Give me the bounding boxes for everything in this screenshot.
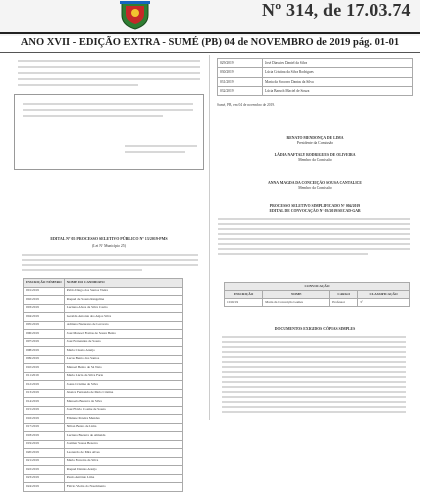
left-edital-heading: EDITAL Nº 05 PROCESSO SELETIVO PÚBLICO Nº 13/2019-PMS (50, 236, 168, 241)
row-number: 010/2019 (24, 364, 65, 373)
column-divider (209, 55, 210, 420)
row-name: Leonardo de Mira Alves (64, 449, 182, 458)
row-name: Maria Lúcia da Silva Faria (64, 372, 182, 381)
row-name: Flávio Vieira do Nascimento (64, 483, 182, 492)
edition-rule (0, 52, 420, 53)
table-row (24, 338, 183, 347)
conv-col-nome: NOME (263, 291, 330, 299)
table-row (24, 449, 183, 458)
left-notice-box (14, 94, 204, 170)
table-row (24, 364, 183, 373)
table-row (24, 423, 183, 432)
row-number: 023/2019 (24, 474, 65, 483)
row-number: 002/2019 (24, 296, 65, 305)
row-number: 007/2019 (24, 338, 65, 347)
signature-name-1: RENATO MENDONÇA DE LIMA (286, 136, 344, 140)
table-row (24, 415, 183, 424)
row-name: Josimar Sousa Bezerra (64, 440, 182, 449)
row-name: Joana Cristina da Silva (64, 381, 182, 390)
row-name: Lúcia Baruch Maciel de Souza (263, 86, 413, 95)
table-row (24, 406, 183, 415)
candidates-table (23, 278, 183, 492)
row-number: 030/2019 (218, 68, 263, 77)
row-name: Maria da Socorro Dantas da Silva (263, 77, 413, 86)
row-number: 008/2019 (24, 347, 65, 356)
convocation-table (224, 282, 410, 307)
table-row (24, 432, 183, 441)
row-number: 016/2019 (24, 415, 65, 424)
col-header-inscricao: INSCRIÇÃO NÚMERO (24, 279, 65, 288)
table-row (218, 86, 413, 95)
table-row (24, 474, 183, 483)
conv-cell-classificacao: 3º (358, 299, 410, 307)
row-name: José Manoel Freitas de Souza Bento (64, 330, 182, 339)
table-row (24, 389, 183, 398)
signature-name-2: LÁDIA NAFTALY RODRIGUES DE OLIVEIRA (274, 153, 356, 157)
row-number: 019/2019 (24, 440, 65, 449)
row-number: 014/2019 (24, 398, 65, 407)
table-row (24, 483, 183, 492)
table-row (218, 77, 413, 86)
row-number: 013/2019 (24, 389, 65, 398)
row-number: 009/2019 (24, 355, 65, 364)
right-top-table (217, 58, 413, 96)
table-row (24, 304, 183, 313)
row-name: Raquel de Souza Rangelina (64, 296, 182, 305)
convocation-header-row (225, 291, 410, 299)
table-row (218, 68, 413, 77)
row-name: Geralda Antonia dos Anjos Silva (64, 313, 182, 322)
row-number: 024/2019 (24, 483, 65, 492)
right-date-line: Sumé, PB, em 04 de novembro de 2019. (217, 103, 276, 107)
row-number: 011/2019 (24, 372, 65, 381)
table-row (24, 355, 183, 364)
row-name: Paulo Antônio Lima (64, 474, 182, 483)
row-number: 032/2019 (218, 86, 263, 95)
row-name: Jéssica Fernanda de Melo Cristina (64, 389, 182, 398)
row-name: Maria Cássio Araújo (64, 347, 182, 356)
row-number: 018/2019 (24, 432, 65, 441)
table-row (24, 330, 183, 339)
row-name: Elisiane Pereira Mendes (64, 415, 182, 424)
row-number: 004/2019 (24, 313, 65, 322)
row-name: Luciana Alves da Silva Castro (64, 304, 182, 313)
conv-col-inscricao: INSCRIÇÃO (225, 291, 263, 299)
conv-cell-cargo: Professor (330, 299, 358, 307)
table-row (24, 381, 183, 390)
row-number: 005/2019 (24, 321, 65, 330)
row-number: 017/2019 (24, 423, 65, 432)
table-row (24, 287, 183, 296)
row-number: 012/2019 (24, 381, 65, 390)
convocation-title-row (225, 283, 410, 291)
row-name: Pablo Diego dos Santos Vieira (64, 287, 182, 296)
row-name: Luciana Bezerra de Almeida (64, 432, 182, 441)
row-name: José Fernandes de Souza (64, 338, 182, 347)
row-name: José Diassies Daniel da Silva (263, 59, 413, 68)
row-number: 029/2019 (218, 59, 263, 68)
edition-line: ANO XVII - EDIÇÃO EXTRA - SUMÉ (PB) 04 de NOVEMBRO de 2019 pág. 01-01 (20, 37, 400, 48)
row-name: Manoel Bento de Sá Neto (64, 364, 182, 373)
municipal-crest-icon (118, 0, 152, 30)
left-edital-subheading: (Lei Nº Município 25) (92, 244, 126, 248)
table-row (24, 398, 183, 407)
row-number: 022/2019 (24, 466, 65, 475)
row-number: 015/2019 (24, 406, 65, 415)
header-rule (0, 32, 420, 34)
table-header-row (24, 279, 183, 288)
row-number: 001/2019 (24, 287, 65, 296)
table-row (24, 347, 183, 356)
row-name: Nilton Bento de Lima (64, 423, 182, 432)
gazette-number: Nº 314, de 17.03.74 (262, 0, 411, 20)
table-row (24, 321, 183, 330)
signature-role-1: Presidente da Comissão (296, 141, 334, 145)
conv-cell-nome: Maria da Conceição Gomes (263, 299, 330, 307)
convocation-row (225, 299, 410, 307)
row-name: Manoela Bezerra da Silva (64, 398, 182, 407)
documents-title: DOCUMENTOS EXIGIDOS CÓPIAS SIMPLES (274, 327, 356, 331)
signature-name-3: ANNA MAGDA DA CONCEIÇÃO SOUSA CANTALICE (268, 181, 362, 185)
row-name: Maria Ferreira da Silva (64, 457, 182, 466)
signature-role-3: Membro da Comissão (298, 186, 332, 190)
row-number: 021/2019 (24, 457, 65, 466)
row-number: 006/2019 (24, 330, 65, 339)
signature-role-2: Membro da Comissão (298, 158, 332, 162)
row-name: Lucas Bento dos Santos (64, 355, 182, 364)
table-row (24, 457, 183, 466)
table-row (218, 59, 413, 68)
col-header-nome: NOME DO CANDIDATO (64, 279, 182, 288)
row-name: Raquel Dantas Araújo (64, 466, 182, 475)
row-name: Lúcia Cristina da Silva Rodrigues (263, 68, 413, 77)
table-row (24, 372, 183, 381)
table-row (24, 466, 183, 475)
right-edital-title-1: PROCESSO SELETIVO SIMPLIFICADO Nº 004/2019 (269, 204, 361, 208)
row-number: 031/2019 (218, 77, 263, 86)
table-row (24, 296, 183, 305)
row-number: 003/2019 (24, 304, 65, 313)
table-row (24, 440, 183, 449)
row-name: José Flávio Cosme de Souza (64, 406, 182, 415)
row-number: 020/2019 (24, 449, 65, 458)
conv-col-classificacao: CLASSIFICAÇÃO (358, 291, 410, 299)
convocation-title: CONVOCAÇÃO (225, 283, 410, 291)
row-name: Adriana Nazareno de Lavorato (64, 321, 182, 330)
conv-col-cargo: CARGO (330, 291, 358, 299)
conv-cell-inscricao: 1016/19 (225, 299, 263, 307)
right-edital-title-2: EDITAL DE CONVOCAÇÃO Nº 03/2019/SECAD-GAB (269, 209, 361, 213)
table-row (24, 313, 183, 322)
